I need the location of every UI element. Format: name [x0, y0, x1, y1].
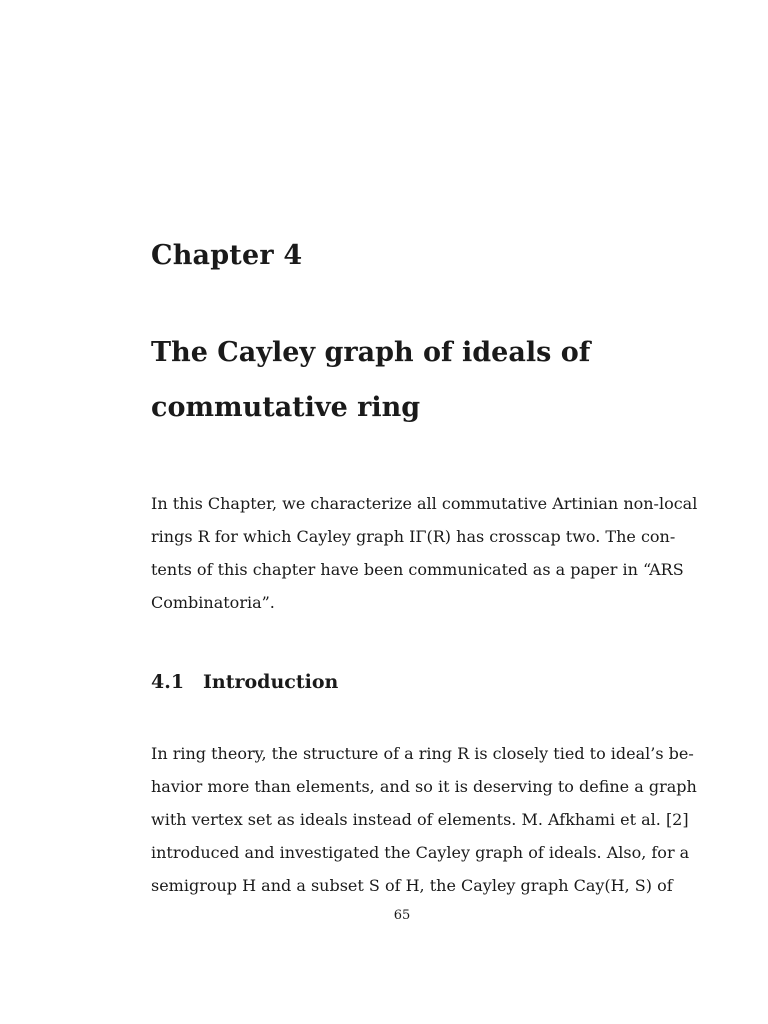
- abstract-line: Combinatoria”.: [151, 593, 275, 612]
- chapter-title-line: The Cayley graph of ideals of: [151, 337, 591, 368]
- intro-line: introduced and investigated the Cayley graph of ideals. Also, for a: [151, 843, 690, 862]
- intro-line: In ring theory, the structure of a ring R is closely tied to ideal’s be-: [151, 744, 694, 763]
- abstract-line: rings R for which Cayley graph IΓ(R) has crosscap two. The con-: [151, 527, 676, 546]
- section-title: Introduction: [203, 671, 339, 693]
- introduction-paragraph: [151, 737, 697, 902]
- section-number: 4.1: [151, 671, 185, 693]
- abstract-line: tents of this chapter have been communicated as a paper in “ARS: [151, 560, 684, 579]
- abstract-paragraph: [151, 487, 698, 619]
- intro-line: havior more than elements, and so it is deserving to define a graph: [151, 777, 697, 796]
- section-heading: [151, 671, 338, 693]
- chapter-label: Chapter 4: [151, 240, 303, 271]
- abstract-line: In this Chapter, we characterize all commutative Artinian non-local: [151, 494, 698, 513]
- intro-line: with vertex set as ideals instead of elements. M. Afkhami et al. [2]: [151, 810, 689, 829]
- chapter-title: [151, 325, 671, 435]
- chapter-title-line: commutative ring: [151, 392, 421, 423]
- intro-line: semigroup H and a subset S of H, the Cayley graph Cay(H, S) of: [151, 876, 673, 895]
- page-number: 65: [393, 908, 411, 923]
